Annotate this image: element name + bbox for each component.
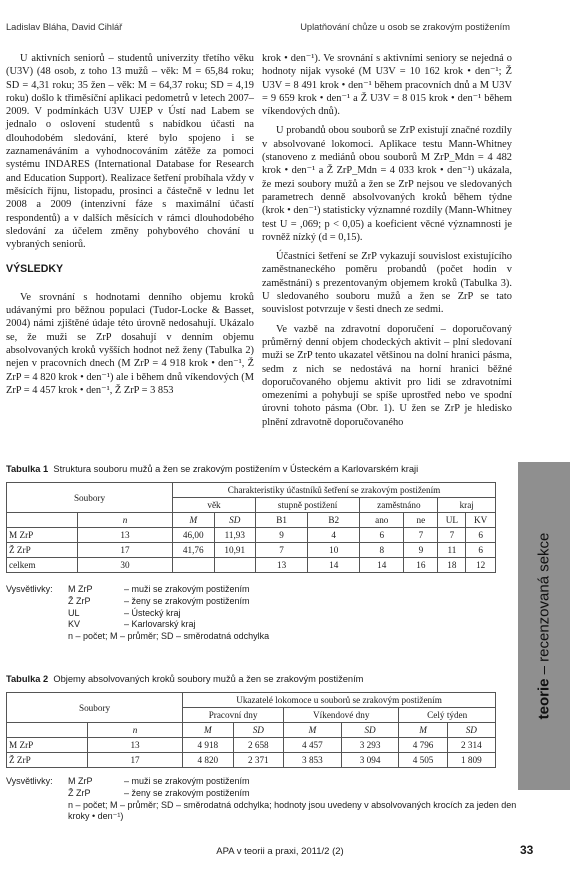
- table-row: [7, 558, 496, 573]
- left-column: [6, 52, 254, 403]
- table-cell: 9: [256, 528, 308, 543]
- table2-subheader: SD: [341, 723, 399, 738]
- table-cell: 4 457: [284, 738, 342, 753]
- table2-subheader: SD: [447, 723, 495, 738]
- table-cell: 14: [360, 558, 404, 573]
- section-side-label: [536, 533, 553, 720]
- table1-subheader: M: [173, 513, 215, 528]
- table-cell: 13: [78, 528, 173, 543]
- table2-group-title: Ukazatelé lokomoce u souborů se zrakovým postižením: [183, 693, 496, 708]
- table-cell: 46,00: [173, 528, 215, 543]
- table-cell: M ZrP: [7, 528, 78, 543]
- table2-header-soubory: Soubory: [7, 693, 183, 723]
- running-header-title: Uplatňování chůze u osob se zrakovým postižením: [300, 22, 510, 32]
- paragraph: Ve vazbě na zdravotní doporučení – doporučovaný průměrný denní objem chodeckých aktivit – plní sledovaní muži se ZrP tento ukazatel většinou na dolní hranici pásma, sedm z nich se nedostává na horní hranici běžné doporučovaného objemu aktivit pro lidi se zdravotními omezeními a pohybují se spíše uprostřed nebo ve spodní úrovni tohoto pásma (Obr. 1). U žen se ZrP je hledisko plnění zdravotně doporučovaného: [262, 323, 512, 428]
- table-row: [7, 753, 496, 768]
- table1-subheader: n: [78, 513, 173, 528]
- table2-label: Tabulka 2: [6, 674, 49, 684]
- table1-notes: [6, 584, 269, 643]
- table2-subheader: M: [183, 723, 234, 738]
- note-line: n – počet; M – průměr; SD – směrodatná odchylka: [68, 631, 270, 642]
- table1-caption: [6, 464, 418, 474]
- paragraph: krok • den⁻¹). Ve srovnání s aktivními seniory se nejedná o hodnoty nijak vysoké (M U3V = 10 162 krok • den⁻¹; Ž U3V = 8 491 krok • den⁻¹ během pracovních dnů a M U3V = 9 659 krok • den⁻¹ a Ž U3V = 8 015 krok • den⁻¹ během víkendových dnů).: [262, 53, 512, 118]
- table-cell: M ZrP: [7, 738, 88, 753]
- table-cell: 4 505: [399, 753, 447, 768]
- table2-group: Pracovní dny: [183, 708, 284, 723]
- table1-subheader: B1: [256, 513, 308, 528]
- paragraph: U aktivních seniorů – studentů univerzity třetího věku (U3V) (48 osob, z toho 13 mužů – věk: M = 65,84 roku; SD = 4,31 roku; 35 žen – věk: M = 64,37 roku; SD = 4,19 roku) došlo k třiměsíční aplikaci pedometrů v letech 2007–2009. V podmínkách U3V UJEP v Ústí nad Labem se jednalo o oslovení studentů s nabídkou účasti na dlouhodobém sledování, které bylo spojeno i se zaznamenáváním a vyhodnocováním zátěže za pomoci systému INDARES (International Database for Research and Education Support). Realizace šetření probíhala vždy v měsících říjnu, listopadu, prosinci a částečně v lednu let 2008 a 2009 (intenzivní fáze s maximální účastí respondentů) a v dalších měsících v rámci dlouhodobého sledování za účelem změny pohybového chování u vybraných seniorů.: [6, 53, 254, 251]
- note-key: UL: [68, 607, 80, 618]
- note-value: – muži se zrakovým postižením: [124, 584, 250, 594]
- table-cell: 14: [308, 558, 360, 573]
- table1-subheader: UL: [438, 513, 466, 528]
- table1-group: zaměstnáno: [360, 498, 438, 513]
- table1-group: kraj: [438, 498, 496, 513]
- table-cell: 3 094: [341, 753, 399, 768]
- running-header-authors: Ladislav Bláha, David Cihlář: [6, 22, 123, 32]
- table1-header-soubory: Soubory: [7, 483, 173, 513]
- table-cell: 17: [88, 753, 183, 768]
- table-cell: 4: [308, 528, 360, 543]
- note-key: KV: [68, 619, 81, 630]
- table2-notes: [6, 776, 516, 823]
- table2-caption: [6, 674, 363, 684]
- page-number: 33: [520, 843, 534, 857]
- table-cell: 11: [438, 543, 466, 558]
- table-cell: 6: [466, 543, 496, 558]
- table-cell: 30: [78, 558, 173, 573]
- table1-label: Tabulka 1: [6, 464, 49, 474]
- table-cell: 10: [308, 543, 360, 558]
- table2-blank: [7, 723, 88, 738]
- section-heading: VÝSLEDKY: [6, 263, 64, 276]
- table2-subheader: n: [88, 723, 183, 738]
- table2-group: Víkendové dny: [284, 708, 399, 723]
- table-cell: 1 809: [447, 753, 495, 768]
- note-value: – Ústecký kraj: [124, 607, 181, 618]
- side-label-word: teorie: [535, 678, 553, 720]
- table-cell: Ž ZrP: [7, 543, 78, 558]
- table-cell: 10,91: [214, 543, 256, 558]
- table-cell: Ž ZrP: [7, 753, 88, 768]
- table-cell: 9: [404, 543, 438, 558]
- note-key: Ž ZrP: [68, 787, 91, 798]
- table-cell: [173, 558, 215, 573]
- side-label-word: recenzovaná sekce: [535, 532, 553, 662]
- paragraph: Ve srovnání s hodnotami denního objemu kroků udávanými pro běžnou populaci (Tudor-Locke & Basset, 2004) námi zjištěné údaje této úrovně nedosahují. Ukázalo se, že muži se ZrP dosahují v denním objemu absolvovaných kroků vyšších hodnot než ženy (Tabulka 2) nejen v pracovních dnech (M ZrP = 4 918 krok • den⁻¹, Ž ZrP = 4 820 krok • den⁻¹) ale i během dnů víkendových (M ZrP = 4 457 krok • den⁻¹, Ž ZrP = 3 853: [6, 291, 254, 396]
- table2-subheader: M: [284, 723, 342, 738]
- right-column: [262, 52, 512, 435]
- note-line: n – počet; M – průměr; SD – směrodatná odchylka; hodnoty jsou uvedeny v absolvovaných krocích za jeden den: [68, 799, 517, 810]
- table2-caption-text: Objemy absolvovaných kroků soubory mužů a žen se zrakovým postižením: [53, 674, 364, 684]
- table-cell: 7: [404, 528, 438, 543]
- note-line: kroky • den⁻¹): [68, 811, 124, 822]
- note-value: – ženy se zrakovým postižením: [124, 787, 250, 798]
- table-cell: 41,76: [173, 543, 215, 558]
- table-cell: 17: [78, 543, 173, 558]
- table-cell: 4 820: [183, 753, 234, 768]
- note-key: M ZrP: [68, 584, 93, 594]
- table-cell: 12: [466, 558, 496, 573]
- table2-subheader: SD: [233, 723, 284, 738]
- note-key: Ž ZrP: [68, 595, 91, 606]
- table1-group: věk: [173, 498, 256, 513]
- table1-group-title: Charakteristiky účastníků šetření se zrakovým postižením: [173, 483, 496, 498]
- table1-subheader: ne: [404, 513, 438, 528]
- table1-caption-text: Struktura souboru mužů a žen se zrakovým postižením v Ústeckém a Karlovarském kraji: [53, 464, 419, 474]
- table-cell: 7: [256, 543, 308, 558]
- table-cell: 8: [360, 543, 404, 558]
- footer: [0, 846, 570, 857]
- table-cell: 3 853: [284, 753, 342, 768]
- note-value: – Karlovarský kraj: [124, 619, 196, 630]
- table-cell: 6: [466, 528, 496, 543]
- notes-title: Vysvětlivky:: [6, 776, 53, 786]
- table-cell: 3 293: [341, 738, 399, 753]
- table-cell: 18: [438, 558, 466, 573]
- table-cell: 2 658: [233, 738, 284, 753]
- table-cell: 16: [404, 558, 438, 573]
- table-cell: 7: [438, 528, 466, 543]
- paragraph: U probandů obou souborů se ZrP existují značné rozdíly v absolvované lokomoci. Aplikace testu Mann-Whitney (stanoveno z mediánů obou souborů M ZrP_Mdn = 4 482 krok • den⁻¹ a Ž ZrP_Mdn = 4 033 krok • den⁻¹) ukázala, že mezi soubory mužů a žen se ZrP nejsou ve sledovaných parametrech denně absolvovaných kroků během týdne (krok • den⁻¹) statisticky významné rozdíly (Mann-Whitney test U = ,069; p < 0,05) a koeficient věcné významnosti je rovněž nízký (d = 0,15).: [262, 125, 512, 243]
- table2: [6, 692, 496, 768]
- table-row: [7, 543, 496, 558]
- table-row: [7, 528, 496, 543]
- notes-title: Vysvětlivky:: [6, 584, 53, 594]
- table-cell: 2 371: [233, 753, 284, 768]
- table1-subheader: SD: [214, 513, 256, 528]
- table-cell: 13: [88, 738, 183, 753]
- table-cell: 4 796: [399, 738, 447, 753]
- table-row: [7, 738, 496, 753]
- note-value: – ženy se zrakovým postižením: [124, 595, 250, 606]
- table1-blank: [7, 513, 78, 528]
- table1-subheader: B2: [308, 513, 360, 528]
- table2-subheader: M: [399, 723, 447, 738]
- side-label-dash: –: [535, 661, 553, 679]
- table-cell: 2 314: [447, 738, 495, 753]
- table-cell: celkem: [7, 558, 78, 573]
- note-value: – muži se zrakovým postižením: [124, 776, 250, 786]
- table1-subheader: ano: [360, 513, 404, 528]
- table-cell: 6: [360, 528, 404, 543]
- table-cell: 4 918: [183, 738, 234, 753]
- paragraph: Účastníci šetření se ZrP vykazují souvislost existujícího zaměstnaneckého poměru probandů (počet hodin v zaměstnání) s prezentovaným objemem kroků (Tabulka 3). U sledovaného souboru mužů a žen se ZrP se tato souvislost potvrzuje v šesti dnech ze sedmi.: [262, 251, 512, 316]
- note-key: M ZrP: [68, 776, 93, 786]
- journal-footer: APA v teorii a praxi, 2011/2 (2): [216, 846, 344, 857]
- table-cell: 11,93: [214, 528, 256, 543]
- table1-group: stupně postižení: [256, 498, 360, 513]
- table-cell: 13: [256, 558, 308, 573]
- table1-subheader: KV: [466, 513, 496, 528]
- table2-group: Celý týden: [399, 708, 496, 723]
- table1: [6, 482, 496, 573]
- table-cell: [214, 558, 256, 573]
